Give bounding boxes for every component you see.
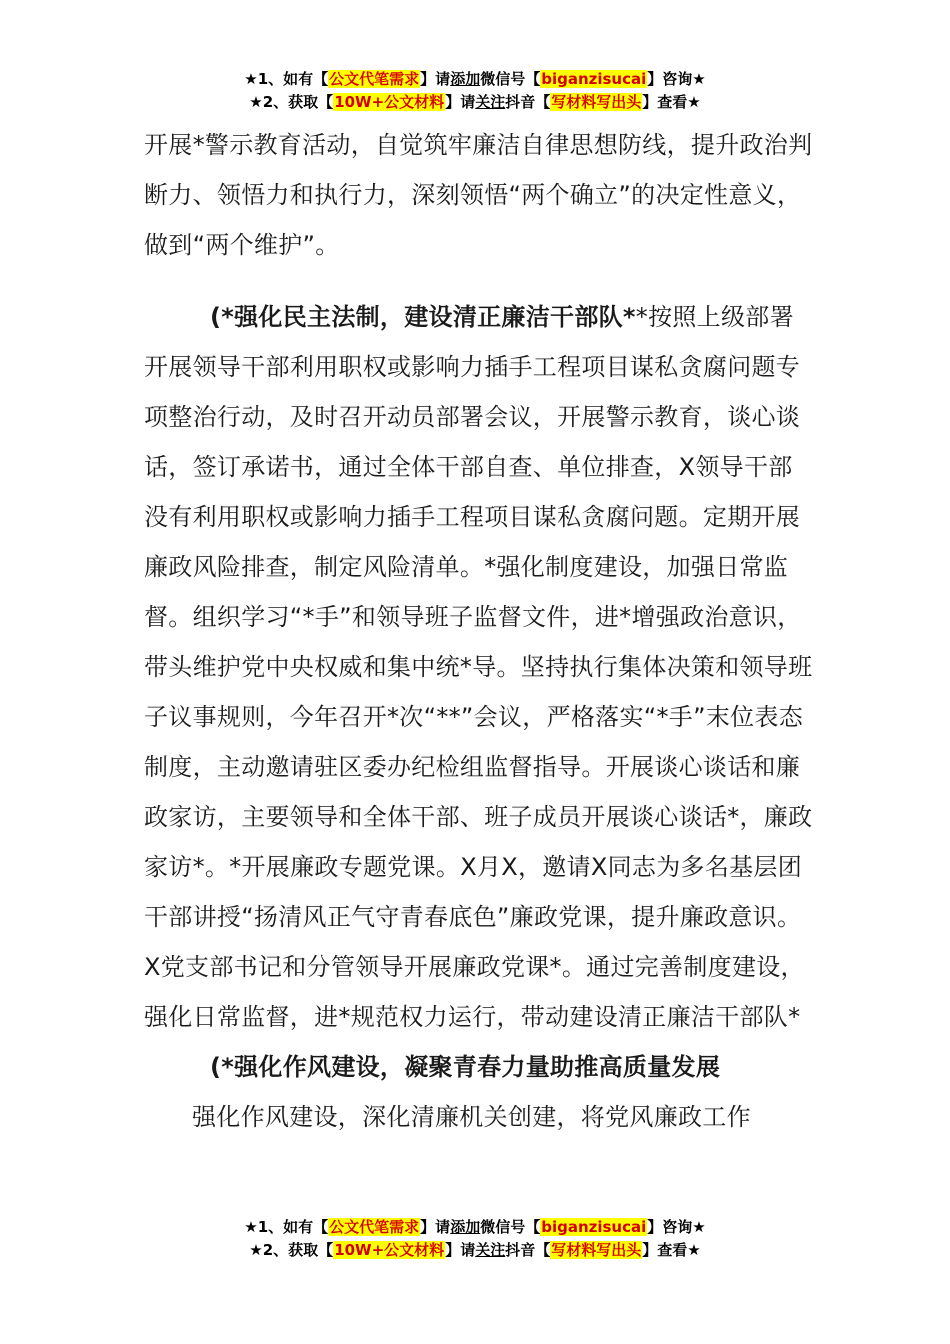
banner-text: 】请: [420, 1218, 451, 1236]
banner-text: 】查看★: [642, 93, 701, 111]
paragraph-2: [144, 292, 814, 1042]
banner-text: 微信号【: [480, 70, 541, 88]
banner-text: 抖音【: [505, 1241, 551, 1259]
paragraph-3: 强化作风建设，深化清廉机关创建，将党风廉政工作: [192, 1103, 751, 1131]
banner-text: 关注: [475, 1241, 506, 1259]
highlight-wechat-id: biganzisucai: [541, 1218, 647, 1236]
top-banner: [0, 68, 950, 114]
banner-line-1: [0, 1216, 950, 1239]
banner-text: 】查看★: [642, 1241, 701, 1259]
highlight-douyin: 写材料写出头: [551, 93, 642, 111]
banner-text: 添加: [450, 70, 481, 88]
banner-line-2: [0, 91, 950, 114]
banner-text: 微信号【: [480, 1218, 541, 1236]
highlight-wechat-id: biganzisucai: [541, 70, 647, 88]
banner-line-2: [0, 1239, 950, 1262]
section-heading-3: (*强化作风建设，凝聚青春力量助推高质量发展: [210, 1053, 721, 1081]
document-body: [144, 120, 814, 1142]
banner-text: ★1、如有【: [244, 1218, 329, 1236]
banner-line-1: [0, 68, 950, 91]
banner-text: 添加: [450, 1218, 481, 1236]
banner-text: ★2、获取【: [249, 1241, 334, 1259]
highlight-materials: 10W+公文材料: [334, 93, 445, 111]
banner-text: 抖音【: [505, 93, 551, 111]
section-heading-2: (*强化民主法制，建设清正廉洁干部队*: [210, 303, 636, 331]
highlight-service: 公文代笔需求: [329, 70, 420, 88]
banner-text: 】咨询★: [647, 1218, 706, 1236]
banner-text: 关注: [475, 93, 506, 111]
highlight-douyin: 写材料写出头: [551, 1241, 642, 1259]
banner-text: 】请: [445, 1241, 476, 1259]
banner-text: ★2、获取【: [249, 93, 334, 111]
banner-text: 】请: [445, 93, 476, 111]
paragraph-2-body: *按照上级部署开展领导干部利用职权或影响力插手工程项目谋私贪腐问题专项整治行动，及时召开动员部署会议，开展警示教育，谈心谈话，签订承诺书，通过全体干部自查、单位排查，X领导干部没有利用职权或影响力插手工程项目谋私贪腐问题。定期开展廉政风险排查，制定风险清单。*强化制度建设，加强日常监督。组织学习“*手”和领导班子监督文件，进*增强政治意识，带头维护党中央权威和集中统*导。坚持执行集体决策和领导班子议事规则，今年召开*次“**”会议，严格落实“*手”末位表态制度，主动邀请驻区委办纪检组监督指导。开展谈心谈话和廉政家访，主要领导和全体干部、班子成员开展谈心谈话*，廉政家访*。*开展廉政专题党课。X月X，邀请X同志为多名基层团干部讲授“扬清风正气守青春底色”廉政党课，提升廉政意识。X党支部书记和分管领导开展廉政党课*。通过完善制度建设，强化日常监督，进*规范权力运行，带动建设清正廉洁干部队*: [144, 303, 813, 1031]
banner-text: ★1、如有【: [244, 70, 329, 88]
paragraph-1: 开展*警示教育活动，自觉筑牢廉洁自律思想防线，提升政治判断力、领悟力和执行力，深刻领悟“两个确立”的决定性意义，做到“两个维护”。: [144, 131, 813, 259]
bottom-banner: [0, 1216, 950, 1262]
banner-text: 】咨询★: [647, 70, 706, 88]
highlight-service: 公文代笔需求: [329, 1218, 420, 1236]
banner-text: 】请: [420, 70, 451, 88]
highlight-materials: 10W+公文材料: [334, 1241, 445, 1259]
